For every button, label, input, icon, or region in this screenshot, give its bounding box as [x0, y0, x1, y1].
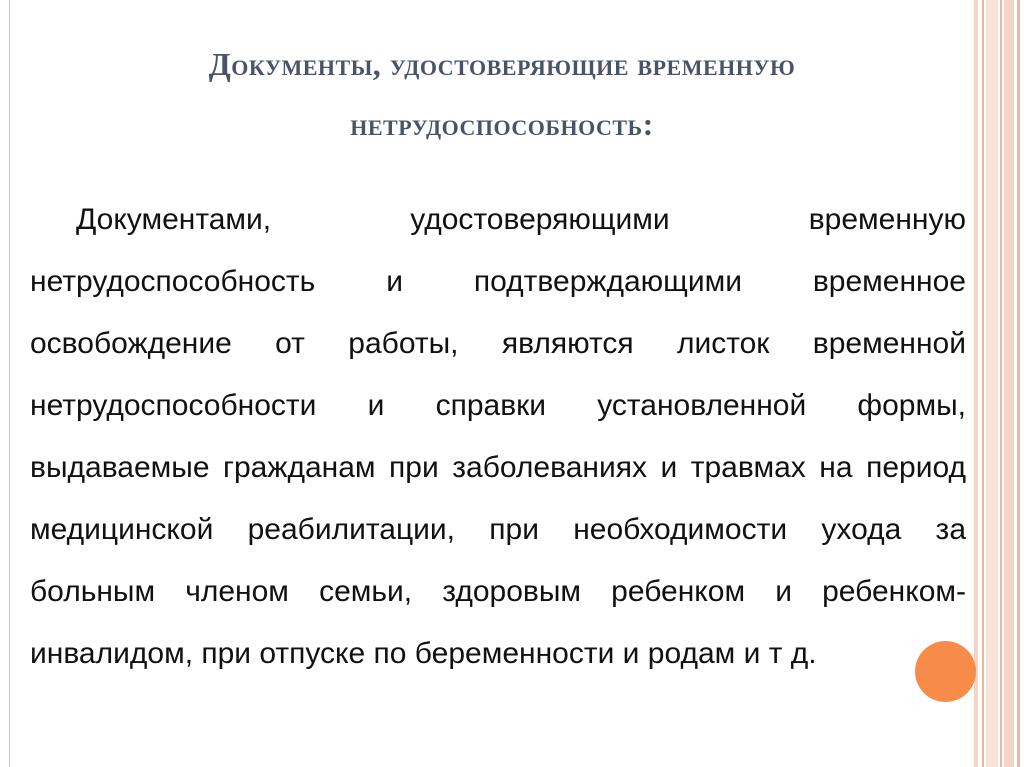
left-frame-line — [9, 0, 10, 767]
stripe — [1017, 0, 1020, 767]
stripe — [974, 0, 978, 767]
slide-title — [30, 34, 974, 154]
title-line-2: нетрудоспособность: — [350, 106, 654, 142]
stripe — [1004, 0, 1014, 767]
stripe — [986, 0, 998, 767]
body-paragraph: Документами, удостоверяющими временную нетрудоспособность и подтверждающими временное освобождение от работы, являются листок временной нетрудоспособности и справки установленной формы, выдаваемые гражданам при заболеваниях и травмах на период медицинской реабилитации, при необходимости ухода за больным членом семьи, здоровым ребенком и ребенком-инвалидом, при отпуске по беременности и родам и т д. — [30, 203, 966, 670]
title-line-1: Документы, удостоверяющие временную — [208, 46, 796, 82]
decorative-stripes — [972, 0, 1024, 767]
stripe — [1000, 0, 1002, 767]
stripe — [982, 0, 984, 767]
orange-dot-icon — [915, 641, 976, 702]
